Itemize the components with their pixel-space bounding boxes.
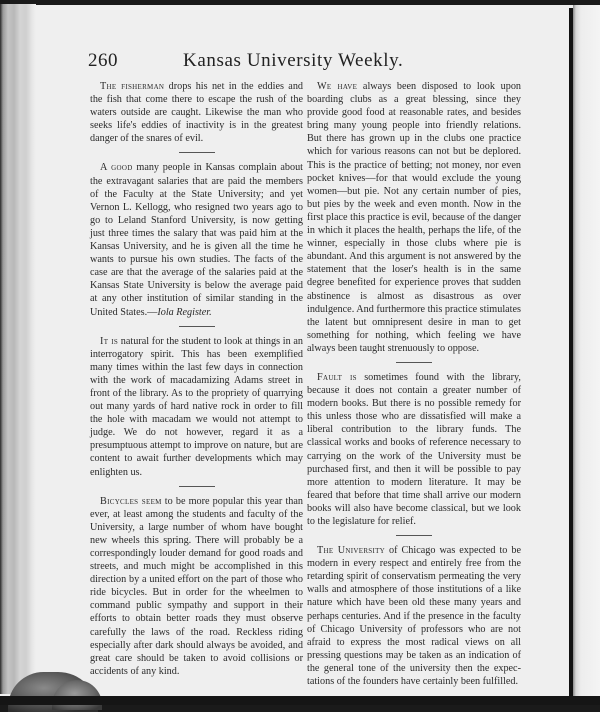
separator-rule — [396, 362, 432, 363]
page-header — [88, 50, 538, 76]
right-column — [307, 80, 521, 688]
article-chicago — [307, 544, 521, 688]
book-top-edge — [0, 0, 600, 5]
article-lead: A good — [100, 162, 133, 174]
article-body: to be more popular this year than ever, at least among the students and faculty of the University, a large number of whom have bought new wheels this spring. There will probably be a correspondingly louder demand for good roads and streets, and much might be accomplished in this direction by a united effort on the part of those who ride bicycles. But in order for the wheelmen to command public sympathy and support in their efforts to obtain better roads they must observe carefully the laws of the road. Reckless riding especially after dark should always be avoided, and great care should be taken to avoid collisions or accidents of any kind. — [90, 495, 303, 677]
page-stack-edge — [0, 4, 36, 694]
article-body: of Chicago was expected to be modern in every respect and entirely free from the retarding spirit of conservatism permeating the very walls and atmosphere of those institutions of a like nature which have been old these many years and perhaps centuries. And if the presence in the faculty of Chicago University of professors who are not afraid to express the most radical views on all pressing questions may be taken as an indication of the general tone of the university then the expectations of the founders have certainly been fulfilled. — [307, 545, 521, 688]
separator-rule — [179, 326, 215, 327]
article-fisherman — [90, 80, 303, 145]
article-salaries — [90, 161, 303, 318]
article-body: many people in Kansas complain about the extravagant salaries that are paid the members of the Faculty at the State University; and yet Vernon L. Kellogg, who resigned two years ago to go to Leland Stanford University, is now getting just three times the salary that was paid him at the Kansas University, and he is given all the time he wants to pursue his own studies. The facts of the case are that the average of the salaries paid at the Kansas State University is below the average paid at any other institution of similar standing in the United States.— — [90, 162, 303, 318]
separator-rule — [179, 486, 215, 487]
article-bicycles — [90, 495, 303, 678]
journal-title: Kansas University Weekly. — [183, 50, 404, 71]
book-bottom-edge — [0, 696, 600, 705]
article-lead: The University — [317, 545, 386, 557]
separator-rule — [396, 535, 432, 536]
article-lead: Fault is — [317, 371, 357, 383]
left-column — [90, 80, 303, 678]
article-body: sometimes found with the library, because it does not contain a greater number of modern books. But there is no possible remedy for this unless those who are dissatisfied will make a liberal contribution to the library funds. The classical works and books of reference necessary to carrying on the work of the University must be purchased first, and then it will be possible to pay more attention to modern literature. It may be feared that before that time shall arrive our modern books will also have become classical, but we look to the legislature for relief. — [307, 371, 521, 527]
facing-page-edge — [573, 5, 600, 697]
article-body: drops his net in the eddies and the fish that come there to escape the rush of the waters outside are caught. Likewise the man who seeks life's eddies of inactivity is in the greatest danger of the snares of evil. — [90, 81, 304, 145]
article-attribution: Iola Register. — [157, 306, 212, 318]
article-body: always been disposed to look upon boarding clubs as a great blessing, since they provide good food at reasonable rates, and besides bring many young people into friendly relations. But there has grown up in the clubs one practice which for various reasons can not but be deplored. This is the practice of betting; not money, nor even pocket knives—for that would exclude the young women—but pie. Not any certain number of pies, but pies by the week and even month. Now in the first place this practice is evil, because of the danger in which it places the health, perhaps the life, of the winner, especially in those clubs where pie is abundant. And this argument is not answered by the statement that the loser's health is in the same degree benefited for experience proves that sudden abstinence is almost as disastrous as over indulgence. And furthermore this practice stimulates the latent but omnipresent desire in man to get something for nothing, which feeling we have always been taught strenuously to oppose. — [307, 81, 522, 354]
article-lead: Bicycles seem — [100, 495, 162, 507]
article-boarding-clubs — [307, 80, 521, 355]
article-library — [307, 371, 521, 528]
article-macadamizing — [90, 335, 303, 479]
page-number: 260 — [88, 50, 118, 71]
article-body: natural for the student to look at things in an interrogatory spirit. This has been exemplified many times within the last few days in connection with the work of macadamizing Adams street in front of the library. As to the propriety of quarrying out many yards of hard native rock in order to fill the hole with macadam we would not attempt to judge. We do not however, regard it as a presumptuous attempt to improve on nature, but are content to await further developments which may enlighten us. — [90, 335, 303, 478]
article-lead: It is — [100, 335, 119, 347]
article-lead: We have — [317, 81, 358, 92]
separator-rule — [179, 152, 215, 153]
article-lead: The fisherman — [100, 81, 165, 92]
